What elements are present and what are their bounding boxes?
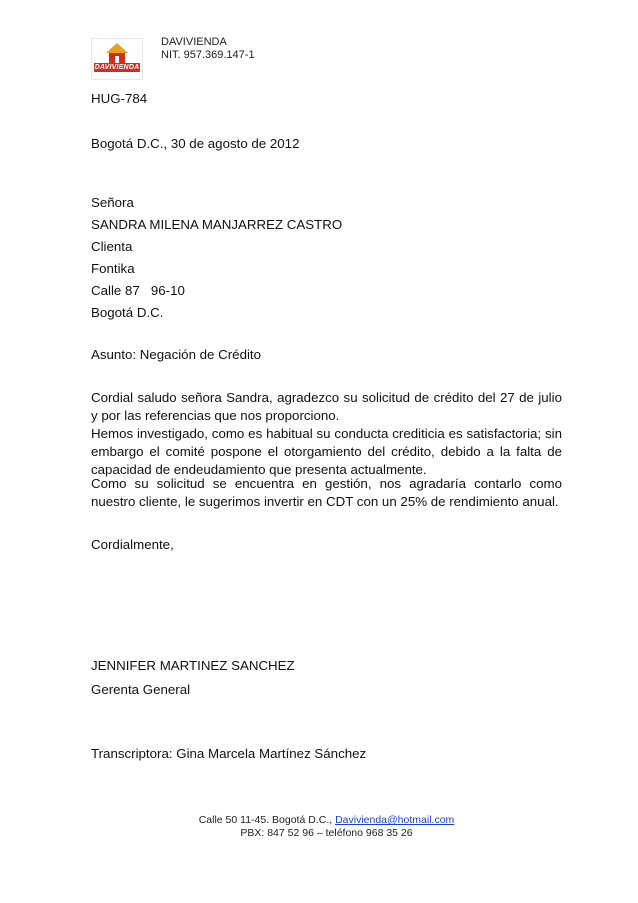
recipient-address: Calle 87 96-10 — [91, 283, 185, 298]
recipient-name: SANDRA MILENA MANJARREZ CASTRO — [91, 217, 343, 232]
date-line: Bogotá D.C., 30 de agosto de 2012 — [91, 136, 300, 151]
reference-code: HUG-784 — [91, 91, 148, 106]
page-footer — [91, 814, 562, 840]
company-logo — [91, 38, 143, 80]
recipient-role: Clienta — [91, 239, 133, 254]
company-nit: NIT. 957.369.147-1 — [161, 49, 255, 61]
footer-address: Calle 50 11-45. Bogotá D.C., — [198, 814, 336, 826]
signer-title: Gerenta General — [91, 682, 191, 697]
company-name: DAVIVIENDA — [161, 36, 227, 48]
transcriber-line: Transcriptora: Gina Marcela Martínez Sánchez — [91, 746, 367, 761]
logo-brand-text: DAVIVIENDA — [94, 64, 140, 71]
subject-line: Asunto: Negación de Crédito — [91, 347, 262, 362]
house-icon — [92, 39, 142, 65]
body-paragraph-3: Como su solicitud se encuentra en gestión, nos agradaría contarlo como nuestro cliente, le sugerimos invertir en CDT con un 25% de rendimiento anual. — [91, 476, 562, 509]
footer-address-line — [91, 814, 562, 827]
body-paragraph-1: Cordial saludo señora Sandra, agradezco su solicitud de crédito del 27 de julio y por las referencias que nos proporciono. — [91, 390, 562, 423]
signer-name: JENNIFER MARTINEZ SANCHEZ — [91, 658, 295, 673]
footer-email-link[interactable]: Davivienda@hotmail.com — [335, 814, 455, 826]
company-info — [161, 36, 255, 62]
body-paragraph-2: Hemos investigado, como es habitual su conducta crediticia es satisfactoria; sin embargo el comité pospone el otorgamiento del crédito, debido a la falta de capacidad de endeudamiento que presenta actualmente. — [91, 426, 562, 477]
closing: Cordialmente, — [91, 537, 174, 552]
recipient-city: Bogotá D.C. — [91, 305, 164, 320]
recipient-salutation: Señora — [91, 195, 134, 210]
footer-phones: PBX: 847 52 96 – teléfono 968 35 26 — [240, 827, 413, 839]
recipient-company: Fontika — [91, 261, 135, 276]
